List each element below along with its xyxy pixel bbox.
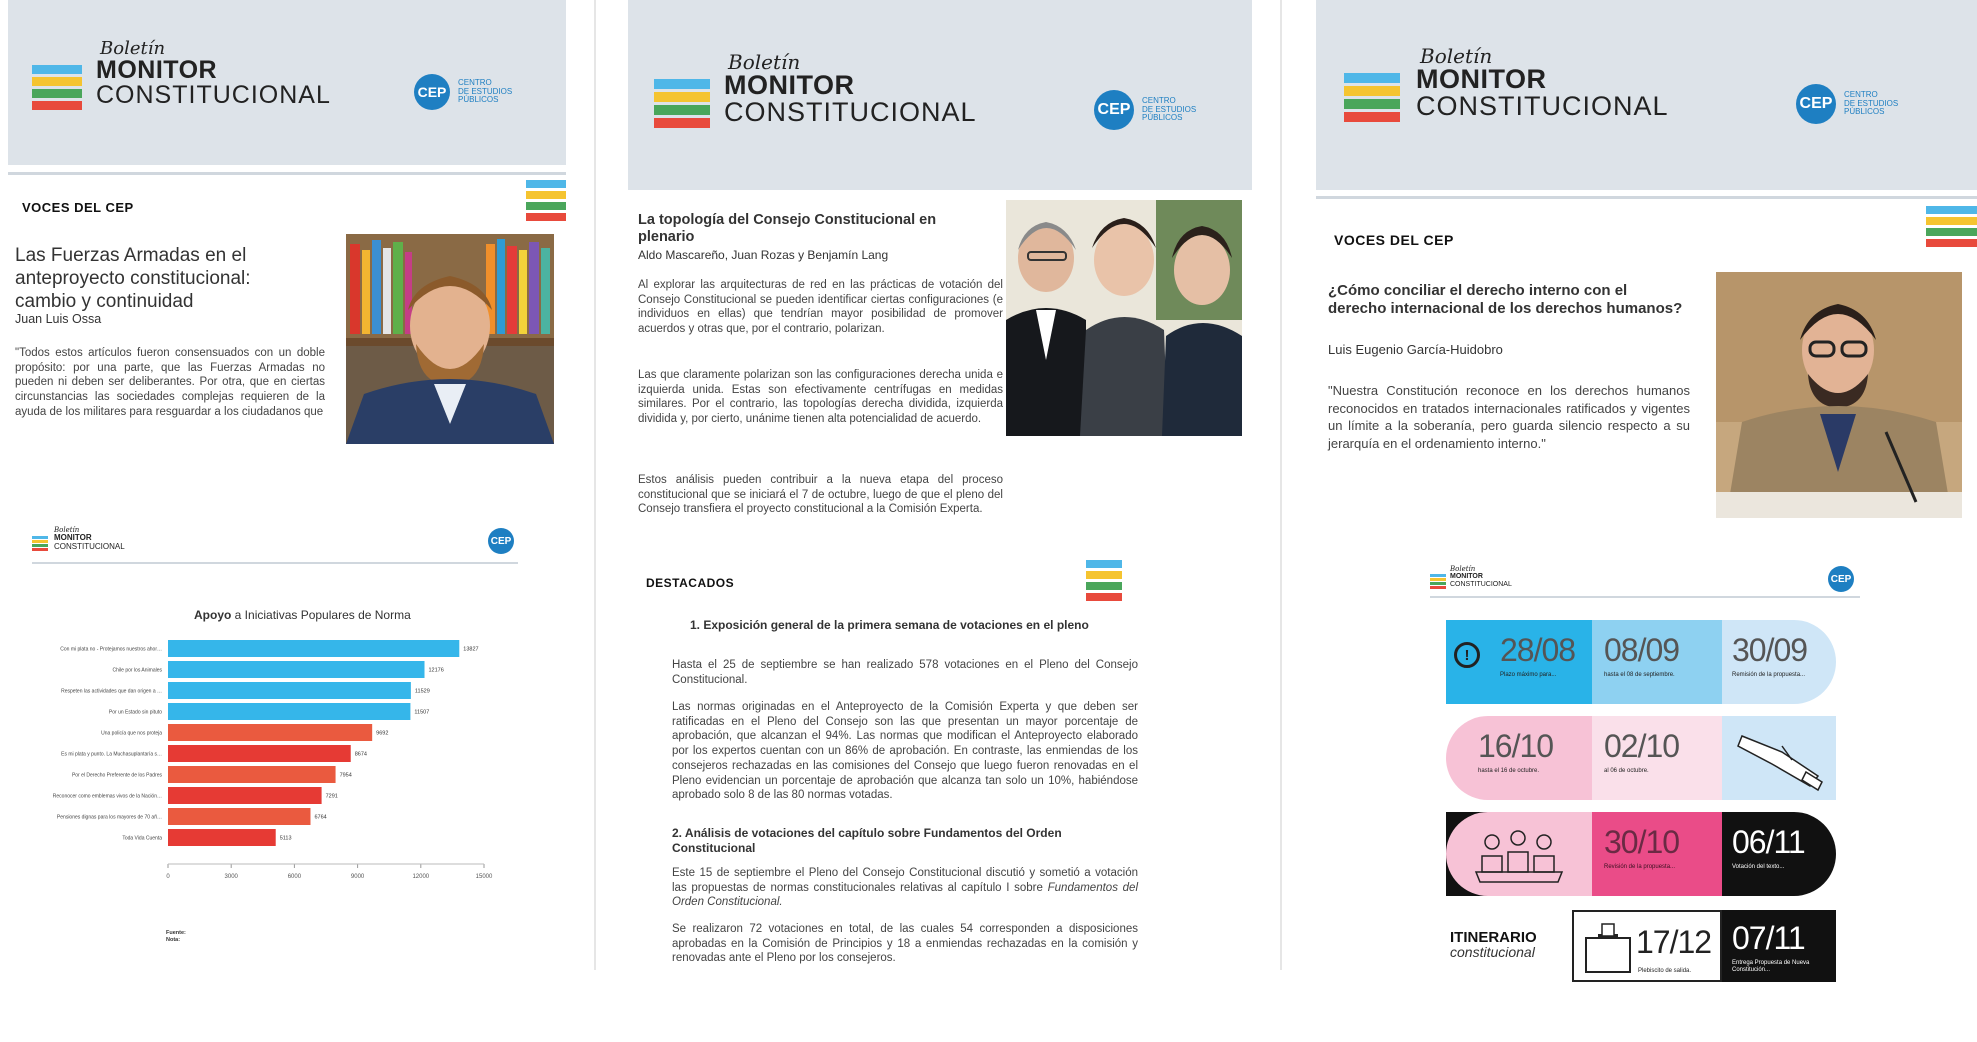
- timeline-date: 02/10: [1604, 728, 1680, 764]
- x-tick-label: 3000: [224, 874, 238, 880]
- stripes-logo-icon: [654, 79, 710, 131]
- timeline-cell: [1446, 620, 1592, 704]
- brand-constitucional: CONSTITUCIONAL: [724, 97, 977, 127]
- brand-constitucional: CONSTITUCIONAL: [1416, 91, 1669, 121]
- article-authors: Aldo Mascareño, Juan Rozas y Benjamín Lang: [638, 248, 889, 262]
- brand-constitucional: CONSTITUCIONAL: [96, 81, 331, 109]
- alert-icon: !: [1454, 642, 1480, 668]
- value-label: 9692: [376, 730, 389, 737]
- author-photo: [1716, 272, 1962, 518]
- category-label: Pensiones dignas para los mayores de 70 añ…: [56, 814, 162, 821]
- x-tick-label: 0: [166, 874, 170, 880]
- paragraph: Las normas originadas en el Anteproyecto de la Comisión Experta y que deben ser ratificadas en el Pleno del Consejo son las que presentan un mayor porcentaje de aprobación, que alcanzan el 94%. Las normas que modifican el Anteproyecto elaborado por los expertos cuentan con un 86% de aprobación. En contraste, las enmiendas de los consejeros rechazadas en las comisiones del Consejo que luego fueron renovadas en el Pleno evidencian un porcentaje de aprobación que alcanza tan solo un 10%, habiéndose aprobado solo 8 de las 80 normas votadas.: [672, 701, 1138, 802]
- divider: [32, 562, 518, 564]
- divider: [1430, 596, 1860, 598]
- bar-3: [168, 682, 411, 699]
- timeline-date: 17/12: [1636, 924, 1712, 960]
- category-label: Reconocer como emblemas vivos de la Nación…: [52, 793, 162, 800]
- paragraph: Al explorar las arquitecturas de red en las prácticas de votación del Consejo Constitucional se pueden identificar ciertas configuraciones (e individuos en ellas) que tendrían mayor posibilidad de promover acuerdos y otras que, por el contrario, polarizan.: [638, 279, 1003, 336]
- timeline-cell: [1722, 620, 1836, 704]
- article-title: ¿Cómo conciliar el derecho interno con el derecho internacional de los derechos humanos?: [1328, 282, 1683, 318]
- cep-name: CENTRO DE ESTUDIOS PÚBLICOS: [1142, 96, 1197, 123]
- value-label: 13827: [463, 646, 479, 653]
- x-tick-label: 12000: [412, 874, 430, 880]
- assembly-icon: [1446, 812, 1592, 896]
- timeline-note: Plazo máximo para...: [1500, 672, 1557, 678]
- article-title: Las Fuerzas Armadas en el anteproyecto constitucional: cambio y continuidad: [15, 245, 251, 313]
- timeline-date: 28/08: [1500, 632, 1576, 668]
- monitor-brand-logo: [654, 52, 994, 142]
- stripes-decoration-icon: [1086, 560, 1122, 604]
- paragraph: Este 15 de septiembre el Pleno del Consejo Constitucional discutió y sometió a votación las propuestas de normas constitucionales relativas al capítulo I sobre Fundamentos del Orden Constitucional.: [672, 867, 1138, 909]
- bar-2: [168, 661, 425, 678]
- value-label: 7291: [325, 793, 338, 800]
- bar-5: [168, 724, 372, 741]
- stripes-logo-icon: [1344, 73, 1400, 125]
- divider: [8, 172, 566, 175]
- timeline-note: Revisión de la propuesta...: [1604, 864, 1676, 870]
- cep-name: CENTRO DE ESTUDIOS PÚBLICOS: [1844, 90, 1899, 117]
- category-label: Por el Derecho Preferente de los Padres: [71, 772, 162, 779]
- value-label: 12176: [428, 667, 444, 674]
- timeline-cell: [1722, 812, 1836, 896]
- bar-4: [168, 703, 410, 720]
- category-label: Chile por los Animales: [112, 667, 162, 674]
- page-separator: [594, 0, 596, 970]
- stripes-logo-icon: [1430, 574, 1446, 590]
- bar-8: [168, 787, 322, 804]
- timeline-date: 30/10: [1604, 824, 1680, 860]
- article-title: La topología del Consejo Constitucional en plenario: [638, 212, 937, 245]
- timeline-card-header: Boletín MONITOR CONSTITUCIONAL CEP: [1430, 566, 1860, 596]
- divider: [1316, 196, 1977, 199]
- stripes-logo-icon: [32, 536, 48, 552]
- chart-card-header: Boletín MONITOR CONSTITUCIONAL CEP: [32, 526, 518, 562]
- subheading: 2. Análisis de votaciones del capítulo sobre Fundamentos del Orden Constitucional: [672, 826, 1062, 856]
- article-quote: "Nuestra Constitución reconoce en los derechos humanos reconocidos en tratados internacionales ratificados y vigentes un límite a la soberanía, pero guarda silencio respecto a su jerarquía en el ordenamiento interno.": [1328, 383, 1690, 452]
- header-banner: [628, 0, 1252, 190]
- timeline-note: Votación del texto...: [1732, 864, 1785, 870]
- chart-title: Apoyo a Iniciativas Populares de Norma: [194, 608, 411, 622]
- article-author: Juan Luis Ossa: [15, 312, 102, 326]
- timeline-note: Entrega Propuesta de Nueva Constitución...: [1732, 960, 1810, 974]
- bar-10: [168, 829, 276, 846]
- bar-9: [168, 808, 310, 825]
- cep-badge: CEP: [414, 74, 450, 110]
- category-label: Con mi plata no - Protejamos nuestros ahor…: [60, 646, 162, 653]
- category-label: Una policía que nos proteja: [101, 730, 162, 737]
- monitor-brand-logo: [1344, 46, 1684, 136]
- cep-badge: CEP: [1828, 566, 1854, 592]
- bar-7: [168, 766, 336, 783]
- timeline-date: 06/11: [1732, 824, 1805, 860]
- header-banner: [8, 0, 566, 165]
- cep-name: CENTRO DE ESTUDIOS PÚBLICOS: [458, 78, 513, 105]
- timeline-cell: [1572, 910, 1722, 982]
- category-label: Por un Estado sin pituto: [108, 709, 162, 716]
- section-label: VOCES DEL CEP: [22, 200, 134, 215]
- paragraph: Las que claramente polarizan son las configuraciones derecha unida e izquierda unida. Estas son efectivamente centrífugas en medidas similares. Por el contrario, las topologías derecha dividida, izquierda dividida y, por cierto, unánime tienen alta potencialidad de acuerdo.: [638, 369, 1003, 426]
- cep-badge: CEP: [1094, 90, 1134, 130]
- brand-boletin: Boletín: [1420, 44, 1493, 68]
- monitor-brand-logo: [32, 40, 352, 120]
- value-label: 7954: [339, 772, 352, 779]
- paragraph: Estos análisis pueden contribuir a la nueva etapa del proceso constitucional que se iniciará el 7 de octubre, luego de que el pleno del Consejo transfiera el proyecto constitucional a la Comisión Experta.: [638, 474, 1003, 516]
- brand-monitor: MONITOR: [1416, 64, 1547, 94]
- category-label: Es mi plata y punto. La Muchasuplantaría s…: [61, 751, 162, 758]
- page-3: [1300, 0, 1977, 1042]
- bar-1: [168, 640, 459, 657]
- timeline-cell: [1592, 620, 1722, 704]
- timeline-cell: [1592, 812, 1722, 896]
- cep-logo: [1094, 90, 1196, 130]
- ballot-box-icon: [1582, 922, 1634, 976]
- timeline-note: Remisión de la propuesta...: [1732, 672, 1806, 678]
- stripes-decoration-icon: [526, 180, 566, 224]
- cep-logo: [1796, 84, 1898, 124]
- brand-monitor: MONITOR: [724, 70, 855, 100]
- brand-boletin: Boletín: [728, 50, 801, 74]
- itinerario-label: ITINERARIO constitucional: [1450, 929, 1537, 960]
- page-2: [620, 0, 1260, 1042]
- page-separator: [1280, 0, 1282, 970]
- timeline-note: Plebiscito de salida.: [1638, 968, 1692, 974]
- category-label: Respeten las actividades que dan origen a …: [61, 688, 162, 695]
- cep-badge: CEP: [488, 528, 514, 554]
- timeline-date: 16/10: [1478, 728, 1554, 764]
- timeline-note: hasta el 08 de septiembre.: [1604, 672, 1675, 678]
- timeline-cell: [1722, 716, 1836, 800]
- timeline-date: 07/11: [1732, 920, 1805, 956]
- chart-footnote: Fuente: Nota:: [166, 930, 186, 944]
- timeline-cell: [1446, 716, 1592, 800]
- timeline-note: hasta el 16 de octubre.: [1478, 768, 1540, 774]
- value-label: 6764: [314, 814, 327, 821]
- author-photo: [346, 234, 554, 444]
- timeline-date: 08/09: [1604, 632, 1680, 668]
- paragraph: Se realizaron 72 votaciones en total, de las cuales 54 corresponden a disposiciones aprobadas en la Comisión de Principios y 18 a enmiendas rechazadas en la comisión y renovadas ante el Pleno por los consejeros.: [672, 923, 1138, 965]
- article-quote: "Todos estos artículos fueron consensuados con un doble propósito: por una parte, que las Fuerzas Armadas no pueden ni deben ser deliberantes. Por otra, que en ciertas circunstancias las sociedades complejas requieren de la ayuda de los militares para resguardar a los ciudadanos que: [15, 347, 325, 418]
- value-label: 5113: [279, 835, 292, 842]
- timeline-cell: [1446, 812, 1592, 896]
- bar-chart: [32, 630, 532, 930]
- stripes-logo-icon: [32, 65, 82, 113]
- value-label: 11507: [414, 709, 430, 716]
- stripes-decoration-icon: [1926, 206, 1977, 250]
- bar-6: [168, 745, 351, 762]
- page-1: [0, 0, 570, 1042]
- x-tick-label: 15000: [475, 874, 493, 880]
- ballot-hand-icon: [1722, 716, 1836, 800]
- brand-monitor: MONITOR: [96, 56, 218, 84]
- article-author: Luis Eugenio García-Huidobro: [1328, 342, 1503, 357]
- cep-logo: [414, 74, 512, 110]
- authors-photo: [1006, 200, 1242, 436]
- timeline-cell: [1722, 910, 1836, 982]
- timeline-cell: [1592, 716, 1722, 800]
- section-label: DESTACADOS: [646, 576, 735, 590]
- x-tick-label: 9000: [350, 874, 365, 880]
- category-label: Toda Vida Cuenta: [122, 835, 162, 842]
- x-tick-label: 6000: [287, 874, 302, 880]
- brand-boletin: Boletín: [100, 38, 166, 59]
- subheading: 1. Exposición general de la primera semana de votaciones en el pleno: [690, 618, 1089, 632]
- header-banner: [1316, 0, 1977, 190]
- value-label: 11529: [414, 688, 430, 695]
- timeline-note: al 06 de octubre.: [1604, 768, 1649, 774]
- value-label: 8674: [354, 751, 367, 758]
- section-label: VOCES DEL CEP: [1334, 232, 1454, 248]
- cep-badge: CEP: [1796, 84, 1836, 124]
- paragraph: Hasta el 25 de septiembre se han realizado 578 votaciones en el Pleno del Consejo Constitucional.: [672, 659, 1138, 686]
- timeline-date: 30/09: [1732, 632, 1808, 668]
